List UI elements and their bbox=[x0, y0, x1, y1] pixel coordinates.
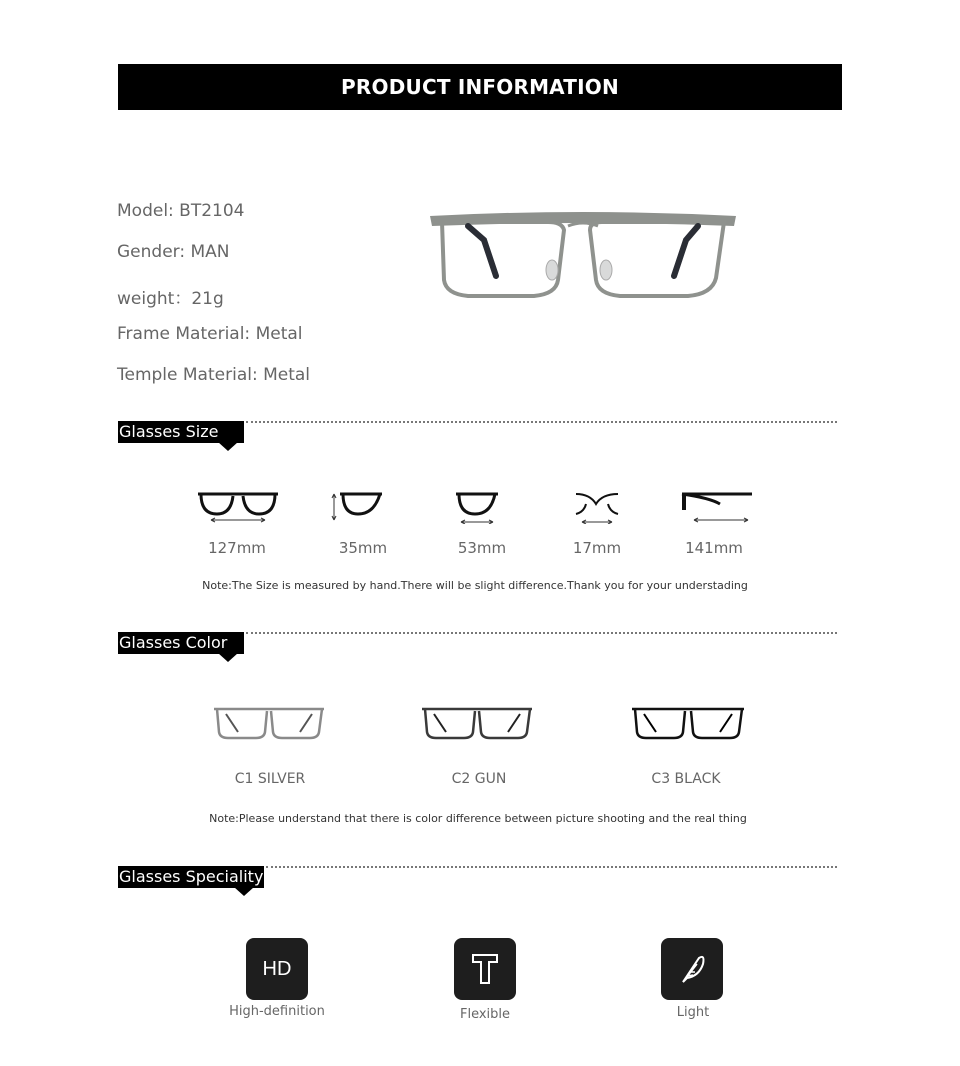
spec-weight: weight：21g bbox=[117, 289, 224, 309]
lens-height-icon bbox=[330, 490, 384, 524]
glasses-black-image bbox=[630, 704, 746, 742]
section-divider bbox=[246, 421, 837, 423]
color-silver-label: C1 SILVER bbox=[234, 771, 306, 787]
section-label-glasses-color bbox=[118, 632, 244, 654]
lens-width-icon bbox=[455, 490, 499, 524]
glasses-gun-image bbox=[420, 704, 534, 742]
size-lens-width-value: 53mm bbox=[457, 539, 507, 557]
product-information-banner bbox=[118, 64, 842, 110]
product-glasses-image bbox=[428, 200, 738, 304]
label-notch bbox=[234, 887, 254, 896]
section-label-glasses-size bbox=[118, 421, 244, 443]
speciality-hd-label: High-definition bbox=[229, 1004, 325, 1019]
banner-title: PRODUCT INFORMATION bbox=[341, 75, 619, 99]
label-notch bbox=[218, 653, 238, 662]
speciality-light-label: Light bbox=[676, 1005, 710, 1020]
spec-frame-material: Frame Material: Metal bbox=[117, 324, 303, 344]
hammer-glyph bbox=[470, 952, 500, 986]
bridge-width-icon bbox=[574, 490, 620, 524]
label-notch bbox=[218, 442, 238, 451]
section-label-text: Glasses Speciality bbox=[119, 867, 264, 886]
glasses-silver-image bbox=[212, 704, 326, 742]
spec-temple-material: Temple Material: Metal bbox=[117, 365, 311, 385]
color-gun-label: C2 GUN bbox=[451, 771, 507, 787]
section-divider bbox=[266, 866, 837, 868]
frame-width-icon bbox=[197, 490, 279, 524]
section-label-text: Glasses Size bbox=[119, 422, 219, 441]
size-frame-width-value: 127mm bbox=[208, 539, 266, 557]
temple-length-icon bbox=[680, 490, 754, 524]
hd-icon bbox=[246, 938, 308, 1000]
size-temple-length-value: 141mm bbox=[685, 539, 743, 557]
feather-glyph bbox=[677, 952, 707, 986]
hd-badge-text: HD bbox=[262, 957, 292, 980]
hammer-icon bbox=[454, 938, 516, 1000]
color-black-label: C3 BLACK bbox=[651, 771, 721, 787]
size-note: Note:The Size is measured by hand.There will be slight difference.Thank you for your understading bbox=[202, 579, 748, 592]
spec-model: Model: BT2104 bbox=[117, 201, 245, 221]
color-note: Note:Please understand that there is color difference between picture shooting and the real thing bbox=[209, 812, 747, 825]
section-label-text: Glasses Color bbox=[119, 633, 228, 652]
size-bridge-width-value: 17mm bbox=[572, 539, 622, 557]
feather-icon bbox=[661, 938, 723, 1000]
speciality-flexible-label: Flexible bbox=[459, 1007, 511, 1022]
size-lens-height-value: 35mm bbox=[338, 539, 388, 557]
section-label-glasses-speciality bbox=[118, 866, 264, 888]
section-divider bbox=[246, 632, 837, 634]
spec-gender: Gender: MAN bbox=[117, 242, 230, 262]
